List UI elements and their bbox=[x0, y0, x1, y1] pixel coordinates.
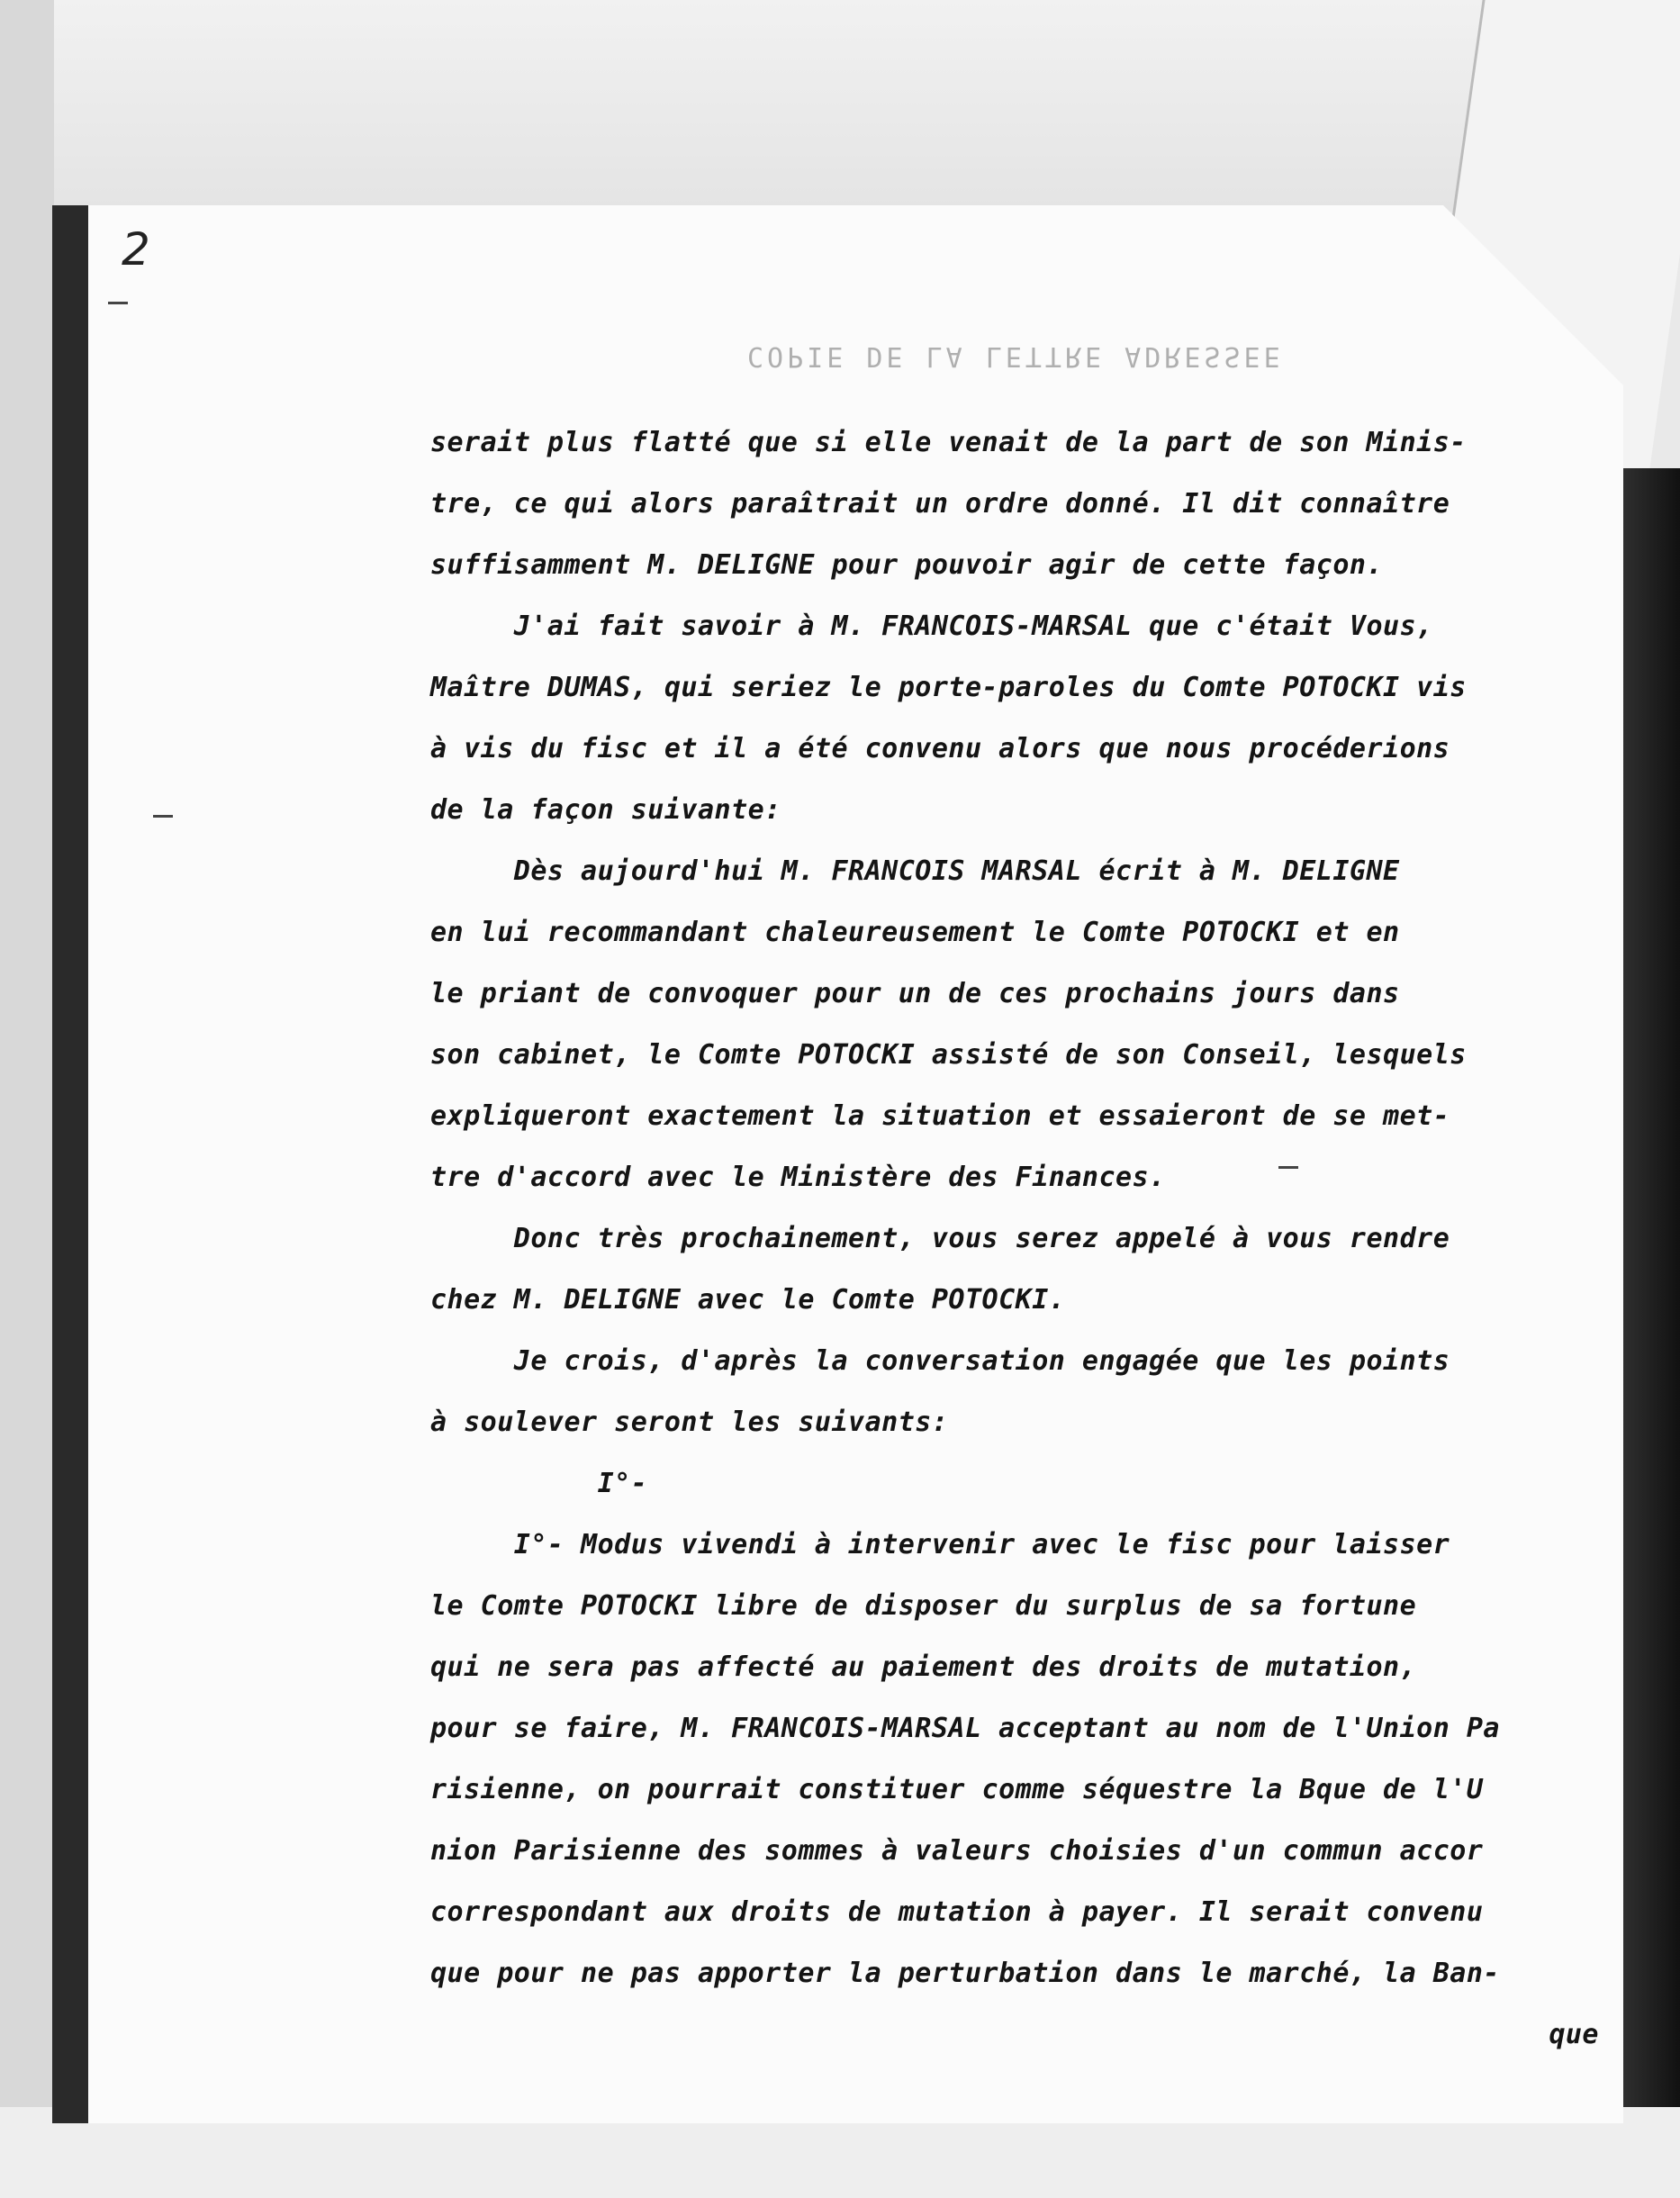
letter-line: tre, ce qui alors paraîtrait un ordre donné. Il dit connaître bbox=[430, 488, 1450, 520]
background-top bbox=[0, 0, 1680, 212]
letter-line: J'ai fait savoir à M. FRANCOIS-MARSAL que c'était Vous, bbox=[430, 611, 1433, 642]
letter-line-continuation: que bbox=[1549, 2019, 1599, 2050]
letter-line: chez M. DELIGNE avec le Comte POTOCKI. bbox=[430, 1284, 1066, 1316]
margin-mark bbox=[108, 302, 128, 304]
letter-line: Donc très prochainement, vous serez appelé à vous rendre bbox=[430, 1223, 1450, 1254]
letter-line: à soulever seront les suivants: bbox=[430, 1407, 949, 1438]
letter-line: pour se faire, M. FRANCOIS-MARSAL acceptant au nom de l'Union Pa bbox=[430, 1713, 1500, 1744]
page-number: 2 bbox=[122, 223, 150, 276]
letter-line: expliqueront exactement la situation et essaieront de se met- bbox=[430, 1100, 1450, 1132]
letter-line: Dès aujourd'hui M. FRANCOIS MARSAL écrit à M. DELIGNE bbox=[430, 855, 1400, 887]
letter-line: Je crois, d'après la conversation engagée que les points bbox=[430, 1345, 1450, 1377]
letter-line: qui ne sera pas affecté au paiement des droits de mutation, bbox=[430, 1651, 1417, 1683]
letter-line: suffisamment M. DELIGNE pour pouvoir agir de cette façon. bbox=[430, 549, 1384, 581]
letter-line: en lui recommandant chaleureusement le Comte POTOCKI et en bbox=[430, 917, 1400, 948]
letter-line: nion Parisienne des sommes à valeurs choisies d'un commun accor bbox=[430, 1835, 1484, 1867]
letter-line: serait plus flatté que si elle venait de la part de son Minis- bbox=[430, 427, 1467, 458]
letter-line: risienne, on pourrait constituer comme séquestre la Bque de l'U bbox=[430, 1774, 1484, 1805]
letter-line: que pour ne pas apporter la perturbation dans le marché, la Ban- bbox=[430, 1958, 1500, 1989]
ghost-header-text: COPIE DE LA LETTRE ADRESSEE bbox=[747, 340, 1284, 372]
margin-mark bbox=[153, 815, 173, 818]
letter-body bbox=[430, 412, 1599, 2066]
margin-mark bbox=[1278, 1166, 1298, 1169]
letter-line: de la façon suivante: bbox=[430, 794, 781, 826]
letter-line: son cabinet, le Comte POTOCKI assisté de son Conseil, lesquels bbox=[430, 1039, 1467, 1071]
letter-line: à vis du fisc et il a été convenu alors que nous procéderions bbox=[430, 733, 1450, 764]
letter-line: I°- bbox=[430, 1468, 648, 1499]
letter-line: correspondant aux droits de mutation à payer. Il serait convenu bbox=[430, 1896, 1484, 1928]
letter-line: le Comte POTOCKI libre de disposer du surplus de sa fortune bbox=[430, 1590, 1417, 1622]
background-left bbox=[0, 0, 54, 2198]
letter-line: I°- Modus vivendi à intervenir avec le fisc pour laisser bbox=[430, 1529, 1450, 1560]
letter-line: tre d'accord avec le Ministère des Finances. bbox=[430, 1162, 1166, 1193]
letter-line: le priant de convoquer pour un de ces prochains jours dans bbox=[430, 978, 1400, 1009]
letter-line: Maître DUMAS, qui seriez le porte-paroles du Comte POTOCKI vis bbox=[430, 672, 1467, 703]
